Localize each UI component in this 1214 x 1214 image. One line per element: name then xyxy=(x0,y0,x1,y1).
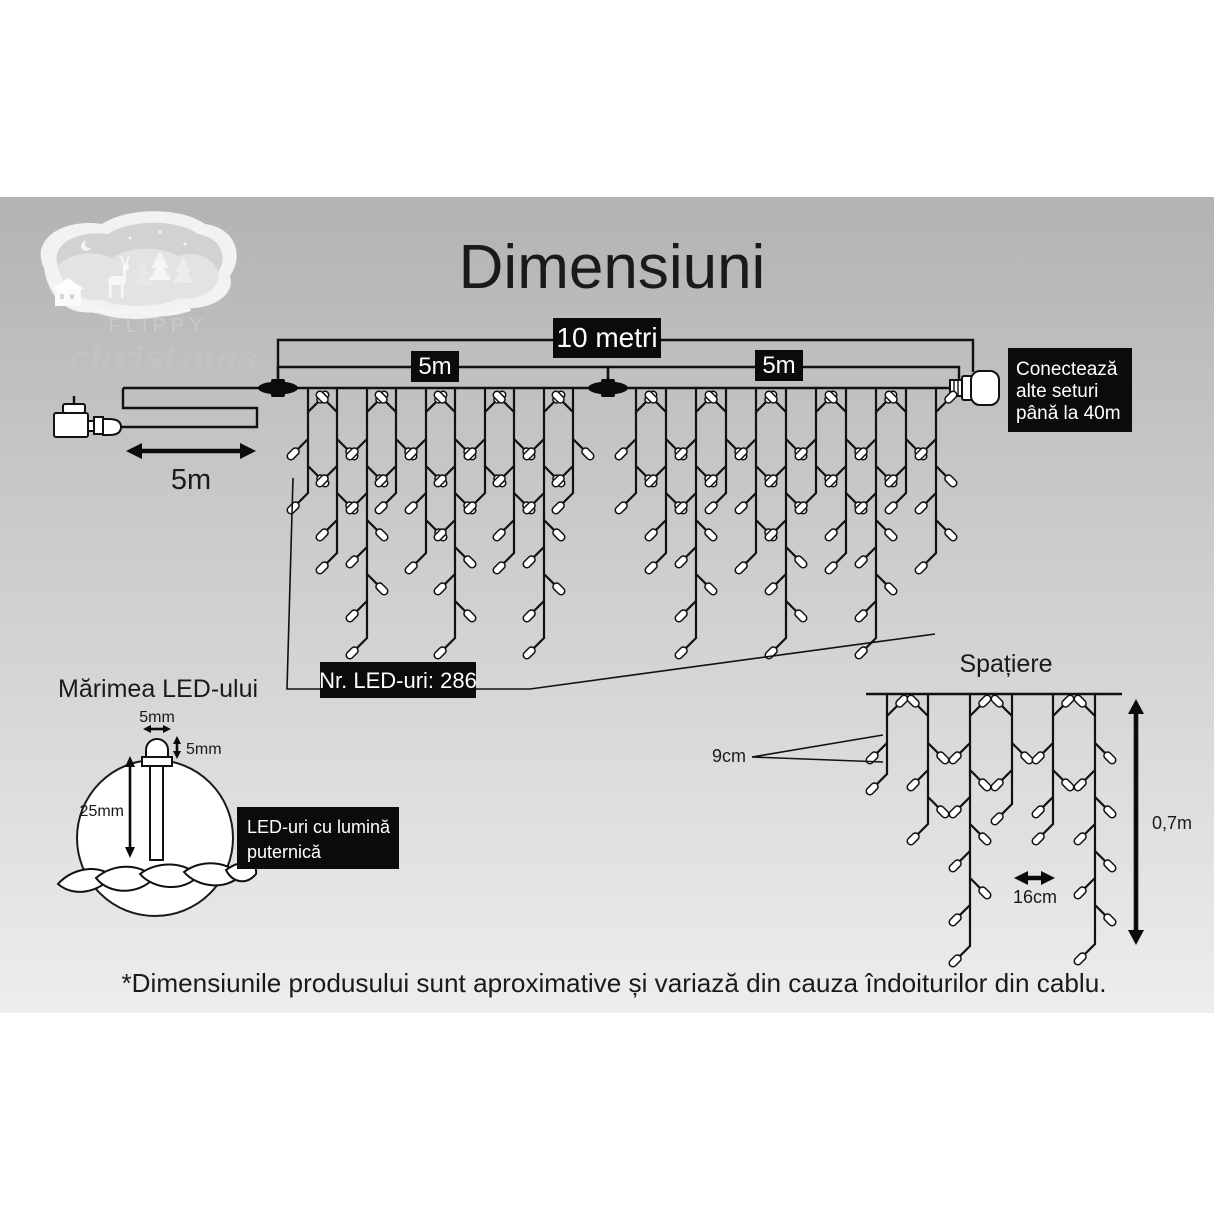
star-icon xyxy=(183,242,186,245)
led-size-heading: Mărimea LED-ului xyxy=(58,675,259,703)
lead-length-label: 5m xyxy=(170,464,212,496)
brand-logo xyxy=(41,211,257,379)
drop-gap-label: 16cm xyxy=(1012,887,1058,907)
house-window xyxy=(70,294,74,299)
drop-height-label: 0,7m xyxy=(1152,813,1193,833)
half-right-label: 5m xyxy=(762,352,796,379)
moon-crescent xyxy=(85,240,93,248)
led-total-height-label: 25mm xyxy=(79,803,124,820)
house-icon xyxy=(55,288,81,306)
led-callout-line1: LED-uri cu lumină xyxy=(247,817,391,837)
star-icon xyxy=(158,230,161,233)
brand-name-top: FLIPPY. xyxy=(108,315,216,337)
footnote: *Dimensiunile produsului sunt aproximative și variază din cauza îndoiturilor din cablu. xyxy=(121,968,1107,998)
led-count-label: Nr. LED-uri: 286 xyxy=(319,668,477,693)
led-height-label: 5mm xyxy=(186,741,222,758)
connect-box-line2: alte seturi xyxy=(1016,381,1099,402)
page-title: Dimensiuni xyxy=(458,233,766,302)
logo-hills xyxy=(58,249,219,306)
star-icon xyxy=(128,236,131,239)
led-width-label: 5mm xyxy=(139,709,175,726)
led-gap-label: 9cm xyxy=(711,746,746,766)
total-length-label: 10 metri xyxy=(556,322,658,353)
connect-box-line1: Conectează xyxy=(1016,359,1118,380)
led-callout-line2: puternică xyxy=(247,842,322,862)
brand-name-bottom: christmas xyxy=(68,339,258,379)
half-left-label: 5m xyxy=(418,353,452,380)
spacing-heading: Spațiere xyxy=(959,650,1053,678)
house-window xyxy=(60,294,64,299)
connect-box-line3: până la 40m xyxy=(1016,403,1121,424)
